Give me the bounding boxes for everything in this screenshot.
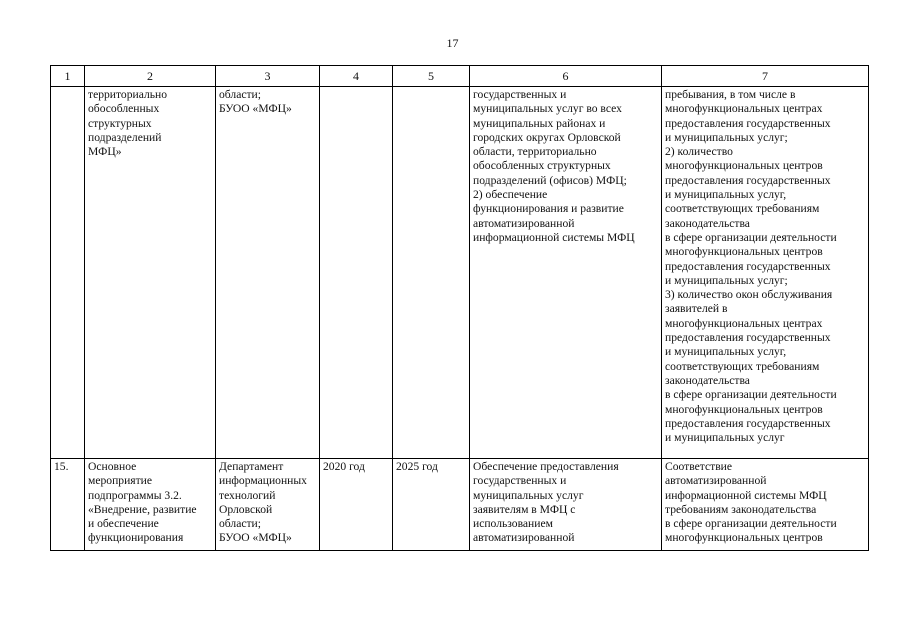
header-cell: 7	[662, 66, 869, 87]
activity-name-cell: территориально обособленных структурных подразделений МФЦ»	[85, 87, 216, 459]
program-table	[50, 65, 869, 551]
indicator-link-cell: Соответствие автоматизированной информационной системы МФЦ требованиям законодательства в сфере организации деятельности многофункциональных центров	[662, 459, 869, 551]
expected-result-cell: Обеспечение предоставления государственных и муниципальных услуг заявителям в МФЦ с использованием автоматизированной	[470, 459, 662, 551]
activity-name-cell: Основное мероприятие подпрограммы 3.2. «Внедрение, развитие и обеспечение функционирования	[85, 459, 216, 551]
row-number-cell	[51, 87, 85, 459]
indicator-link-cell: пребывания, в том числе в многофункциональных центрах предоставления государственных и муниципальных услуг; 2) количество многофункциональных центров предоставления государственных и муниципальных услуг, соответствующих требованиям законодательства в сфере организации деятельности многофункциональных центров предоставления государственных и муниципальных услуг; 3) количество окон обслуживания заявителей в многофункциональных центрах предоставления государственных и муниципальных услуг, соответствующих требованиям законодательства в сфере организации деятельности многофункциональных центров предоставления государственных и муниципальных услуг	[662, 87, 869, 459]
header-cell: 1	[51, 66, 85, 87]
end-year-cell	[393, 87, 470, 459]
header-cell: 4	[320, 66, 393, 87]
start-year-cell: 2020 год	[320, 459, 393, 551]
executor-cell: Департамент информационных технологий Орловской области; БУОО «МФЦ»	[216, 459, 320, 551]
start-year-cell	[320, 87, 393, 459]
header-cell: 5	[393, 66, 470, 87]
expected-result-cell: государственных и муниципальных услуг во всех муниципальных районах и городских округах Орловской области, территориально обособленных структурных подразделений (офисов) МФЦ; 2) обеспечение функционирования и развитие автоматизированной информационной системы МФЦ	[470, 87, 662, 459]
header-cell: 6	[470, 66, 662, 87]
row-number-cell: 15.	[51, 459, 85, 551]
header-cell: 3	[216, 66, 320, 87]
table-header-row	[51, 66, 869, 87]
table-row	[51, 459, 869, 551]
executor-cell: области; БУОО «МФЦ»	[216, 87, 320, 459]
end-year-cell: 2025 год	[393, 459, 470, 551]
header-cell: 2	[85, 66, 216, 87]
table-row	[51, 87, 869, 459]
page-number: 17	[446, 36, 459, 50]
